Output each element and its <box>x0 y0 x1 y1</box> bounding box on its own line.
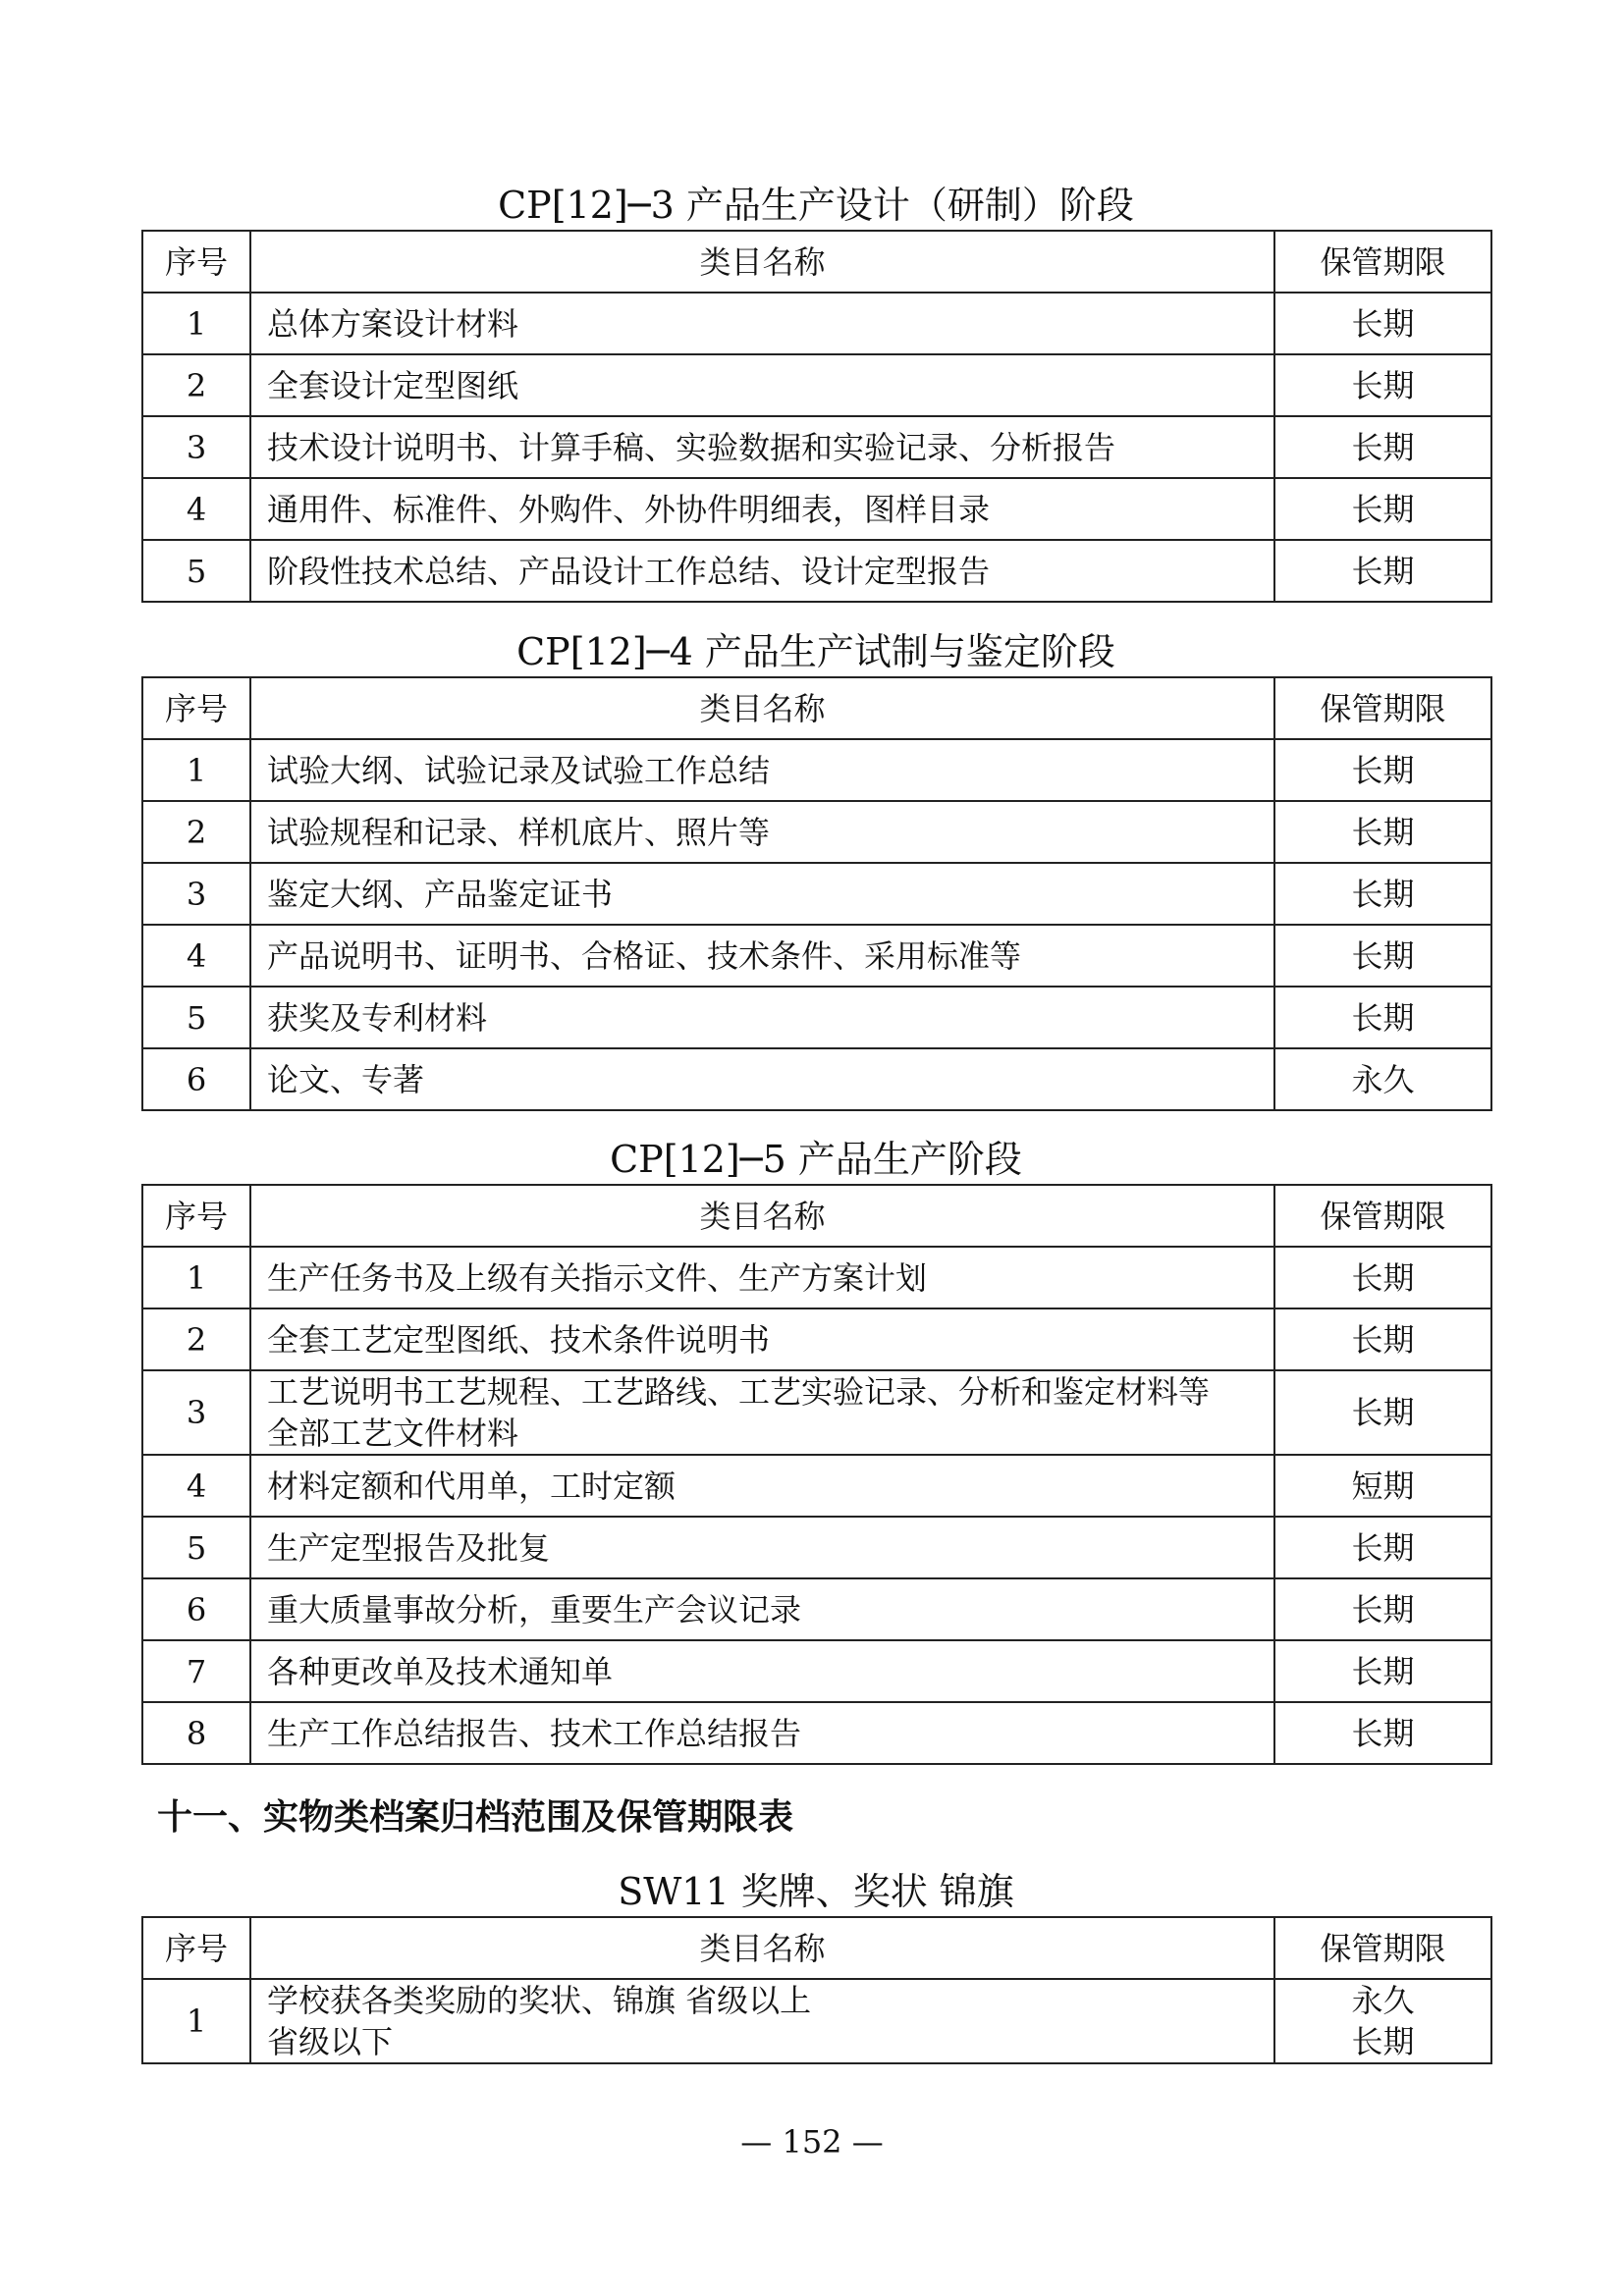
table-cp12-5 <box>141 1184 1492 1765</box>
category-text: 试验大纲、试验记录及试验工作总结 <box>267 751 771 789</box>
row-category <box>250 925 1274 987</box>
table-row <box>142 925 1491 987</box>
header-period: 保管期限 <box>1274 677 1491 739</box>
period-text: 长期 <box>1351 1394 1415 1431</box>
row-number: 3 <box>142 416 250 478</box>
period-text: 长期 <box>1351 1714 1415 1752</box>
row-number: 6 <box>142 1578 250 1640</box>
row-period <box>1274 1048 1491 1110</box>
row-number: 1 <box>142 1247 250 1308</box>
category-text: 工艺说明书工艺规程、工艺路线、工艺实验记录、分析和鉴定材料等 <box>267 1373 1211 1411</box>
table-row <box>142 1455 1491 1517</box>
header-category: 类目名称 <box>250 677 1274 739</box>
row-period <box>1274 1517 1491 1578</box>
table-row <box>142 478 1491 540</box>
row-category <box>250 1247 1274 1308</box>
table-row <box>142 1308 1491 1370</box>
row-period <box>1274 739 1491 801</box>
table-row <box>142 1979 1491 2063</box>
row-period <box>1274 1370 1491 1455</box>
category-text: 生产任务书及上级有关指示文件、生产方案计划 <box>267 1258 928 1297</box>
category-text: 产品说明书、证明书、合格证、技术条件、采用标准等 <box>267 936 1022 975</box>
period-text: 短期 <box>1351 1467 1415 1505</box>
row-period <box>1274 1578 1491 1640</box>
row-number: 4 <box>142 925 250 987</box>
table-header-row <box>142 1917 1491 1979</box>
section-title-cp12-3: CP[12]─3 产品生产设计（研制）阶段 <box>498 184 1134 227</box>
row-number: 7 <box>142 1640 250 1702</box>
table-row <box>142 354 1491 416</box>
category-text: 获奖及专利材料 <box>267 998 488 1037</box>
table-sw11 <box>141 1916 1492 2064</box>
table-row <box>142 1702 1491 1764</box>
row-number: 1 <box>142 1979 250 2063</box>
row-period <box>1274 416 1491 478</box>
page-number: — 152 — <box>740 2123 884 2161</box>
row-number: 1 <box>142 739 250 801</box>
header-no: 序号 <box>142 677 250 739</box>
category-text: 省级以下 <box>267 2023 394 2060</box>
header-period: 保管期限 <box>1274 1185 1491 1247</box>
row-category <box>250 416 1274 478</box>
row-category <box>250 1702 1274 1764</box>
row-category <box>250 987 1274 1048</box>
period-text: 长期 <box>1351 490 1415 528</box>
table-header-row <box>142 1185 1491 1247</box>
table-row <box>142 863 1491 925</box>
row-number: 4 <box>142 1455 250 1517</box>
period-text: 长期 <box>1351 2023 1415 2060</box>
header-period: 保管期限 <box>1274 231 1491 293</box>
row-period <box>1274 478 1491 540</box>
row-category <box>250 1640 1274 1702</box>
chapter-heading: 十一、实物类档案归档范围及保管期限表 <box>157 1797 794 1838</box>
row-category <box>250 1979 1274 2063</box>
row-period <box>1274 540 1491 602</box>
header-no: 序号 <box>142 231 250 293</box>
table-row <box>142 739 1491 801</box>
row-category <box>250 478 1274 540</box>
period-text: 长期 <box>1351 875 1415 913</box>
row-period <box>1274 1455 1491 1517</box>
row-number: 3 <box>142 1370 250 1455</box>
row-category <box>250 863 1274 925</box>
row-number: 5 <box>142 987 250 1048</box>
table-row <box>142 1048 1491 1110</box>
category-text: 材料定额和代用单，工时定额 <box>267 1467 677 1505</box>
table-cp12-3 <box>141 230 1492 603</box>
table-row <box>142 540 1491 602</box>
row-number: 2 <box>142 801 250 863</box>
row-category <box>250 1517 1274 1578</box>
row-period <box>1274 801 1491 863</box>
header-period: 保管期限 <box>1274 1917 1491 1979</box>
category-text: 全套设计定型图纸 <box>267 366 519 404</box>
row-number: 5 <box>142 540 250 602</box>
table-row <box>142 1517 1491 1578</box>
table-row <box>142 801 1491 863</box>
row-period <box>1274 1247 1491 1308</box>
period-text: 长期 <box>1351 366 1415 404</box>
table-row <box>142 987 1491 1048</box>
row-category <box>250 1455 1274 1517</box>
category-text: 生产定型报告及批复 <box>267 1528 551 1567</box>
table-row <box>142 1578 1491 1640</box>
table-header-row <box>142 231 1491 293</box>
period-text: 长期 <box>1351 428 1415 466</box>
category-text: 生产工作总结报告、技术工作总结报告 <box>267 1714 802 1752</box>
row-number: 5 <box>142 1517 250 1578</box>
row-period <box>1274 354 1491 416</box>
period-text: 长期 <box>1351 1258 1415 1297</box>
section-title-cp12-4: CP[12]─4 产品生产试制与鉴定阶段 <box>516 630 1115 673</box>
period-text: 永久 <box>1351 1060 1415 1098</box>
category-text: 总体方案设计材料 <box>267 304 519 343</box>
row-category <box>250 354 1274 416</box>
category-text: 通用件、标准件、外购件、外协件明细表，图样目录 <box>267 490 991 528</box>
table-header-row <box>142 677 1491 739</box>
category-text: 学校获各类奖励的奖状、锦旗 省级以上 <box>267 1982 812 2019</box>
category-text: 论文、专著 <box>267 1060 425 1098</box>
section-title-cp12-5: CP[12]─5 产品生产阶段 <box>610 1138 1022 1181</box>
row-period <box>1274 1702 1491 1764</box>
row-category <box>250 1578 1274 1640</box>
row-period <box>1274 925 1491 987</box>
table-row <box>142 1640 1491 1702</box>
header-category: 类目名称 <box>250 231 1274 293</box>
header-category: 类目名称 <box>250 1917 1274 1979</box>
row-number: 1 <box>142 293 250 354</box>
row-period <box>1274 987 1491 1048</box>
period-text: 长期 <box>1351 1652 1415 1690</box>
row-number: 4 <box>142 478 250 540</box>
category-text: 全部工艺文件材料 <box>267 1415 519 1452</box>
table-cp12-4 <box>141 676 1492 1111</box>
row-category <box>250 1048 1274 1110</box>
section-title-sw11: SW11 奖牌、奖状 锦旗 <box>618 1870 1014 1913</box>
row-category <box>250 1308 1274 1370</box>
row-category <box>250 540 1274 602</box>
row-period <box>1274 1308 1491 1370</box>
category-text: 鉴定大纲、产品鉴定证书 <box>267 875 614 913</box>
table-row <box>142 1247 1491 1308</box>
period-text: 长期 <box>1351 751 1415 789</box>
category-text: 各种更改单及技术通知单 <box>267 1652 614 1690</box>
header-no: 序号 <box>142 1917 250 1979</box>
period-text: 长期 <box>1351 304 1415 343</box>
period-text: 长期 <box>1351 1528 1415 1567</box>
row-period <box>1274 863 1491 925</box>
header-category: 类目名称 <box>250 1185 1274 1247</box>
period-text: 长期 <box>1351 998 1415 1037</box>
row-number: 6 <box>142 1048 250 1110</box>
table-row <box>142 1370 1491 1455</box>
row-number: 2 <box>142 1308 250 1370</box>
row-number: 8 <box>142 1702 250 1764</box>
row-number: 2 <box>142 354 250 416</box>
period-text: 永久 <box>1351 1982 1415 2019</box>
row-period <box>1274 1979 1491 2063</box>
row-period <box>1274 293 1491 354</box>
period-text: 长期 <box>1351 552 1415 590</box>
category-text: 全套工艺定型图纸、技术条件说明书 <box>267 1320 771 1359</box>
row-category <box>250 1370 1274 1455</box>
row-category <box>250 293 1274 354</box>
row-number: 3 <box>142 863 250 925</box>
table-row <box>142 293 1491 354</box>
row-period <box>1274 1640 1491 1702</box>
category-text: 技术设计说明书、计算手稿、实验数据和实验记录、分析报告 <box>267 428 1116 466</box>
table-row <box>142 416 1491 478</box>
period-text: 长期 <box>1351 936 1415 975</box>
header-no: 序号 <box>142 1185 250 1247</box>
category-text: 重大质量事故分析，重要生产会议记录 <box>267 1590 802 1629</box>
category-text: 试验规程和记录、样机底片、照片等 <box>267 813 771 851</box>
category-text: 阶段性技术总结、产品设计工作总结、设计定型报告 <box>267 552 991 590</box>
period-text: 长期 <box>1351 1590 1415 1629</box>
period-text: 长期 <box>1351 1320 1415 1359</box>
period-text: 长期 <box>1351 813 1415 851</box>
row-category <box>250 739 1274 801</box>
row-category <box>250 801 1274 863</box>
